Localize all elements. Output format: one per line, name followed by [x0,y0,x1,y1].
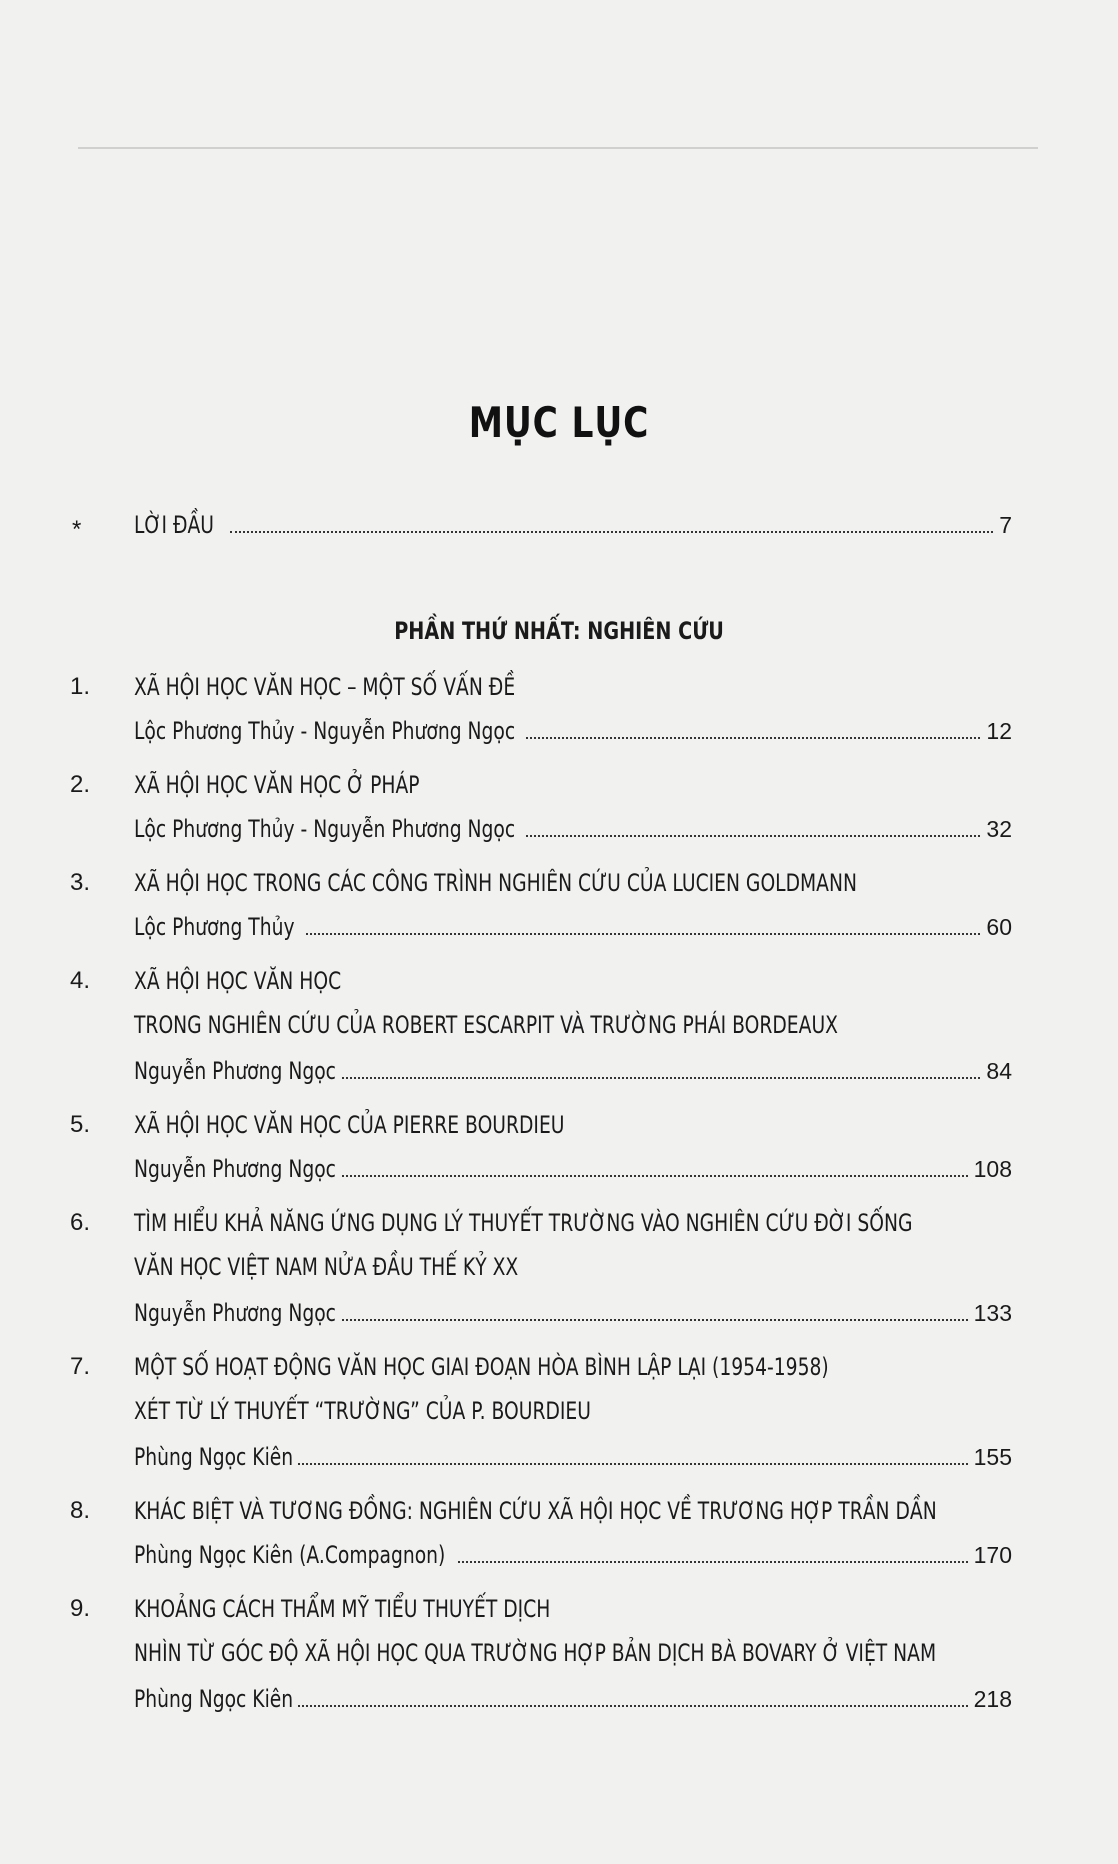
toc-entry-author-row [134,910,1012,944]
entry-title-continued: TRONG NGHIÊN CỨU CỦA ROBERT ESCARPIT VÀ TRƯỜNG PHÁI BORDEAUX [134,1011,838,1039]
dot-leader [230,531,993,533]
entry-number: 3. [70,869,91,896]
entry-page-number: 84 [986,1058,1012,1084]
toc-entry-author-row [134,1054,1012,1088]
entry-number: 9. [70,1595,91,1622]
entry-title: KHÁC BIỆT VÀ TƯƠNG ĐỒNG: NGHIÊN CỨU XÃ HỘI HỌC VỀ TRƯƠNG HỢP TRẦN DẦN [134,1497,937,1525]
dot-leader [458,1561,968,1563]
entry-author: Lộc Phương Thủy - Nguyễn Phương Ngọc [134,717,516,745]
toc-entry-author-row [134,1682,1012,1716]
dot-leader [526,835,980,837]
toc-entry-author-row [134,1538,1012,1572]
entry-page-number: 108 [973,1156,1012,1182]
toc-entry-author-row [134,1152,1012,1186]
entry-number: 1. [70,673,91,700]
dot-leader [526,737,980,739]
entry-title: XÃ HỘI HỌC VĂN HỌC [134,967,342,995]
entry-author: Phùng Ngọc Kiên [134,1685,294,1713]
entry-title: XÃ HỘI HỌC TRONG CÁC CÔNG TRÌNH NGHIÊN CỨU CỦA LUCIEN GOLDMANN [134,869,857,897]
entry-page-number: 155 [973,1444,1012,1470]
entry-author: Nguyễn Phương Ngọc [134,1299,336,1327]
entry-number: 6. [70,1209,91,1236]
entry-author: Phùng Ngọc Kiên [134,1443,294,1471]
entry-page-number: 170 [973,1542,1012,1568]
dot-leader [306,933,980,935]
toc-entry-author-row [134,1296,1012,1330]
entry-title: MỘT SỐ HOẠT ĐỘNG VĂN HỌC GIAI ĐOẠN HÒA BÌNH LẬP LẠI (1954-1958) [134,1353,829,1381]
entry-page-number: 60 [986,914,1012,940]
entry-title: XÃ HỘI HỌC VĂN HỌC CỦA PIERRE BOURDIEU [134,1111,565,1139]
entry-author: Lộc Phương Thủy [134,913,295,941]
entry-author: Phùng Ngọc Kiên (A.Compagnon) [134,1541,446,1569]
entry-number: 4. [70,967,91,994]
entry-page-number: 32 [986,816,1012,842]
intro-label: LỜI ĐẦU [134,511,215,539]
entry-author: Nguyễn Phương Ngọc [134,1155,336,1183]
dot-leader [342,1175,968,1177]
entry-page-number: 133 [973,1300,1012,1326]
entry-page-number: 218 [973,1686,1012,1712]
entry-page-number: 12 [986,718,1012,744]
dot-leader [298,1463,968,1465]
intro-marker: * [72,516,82,543]
entry-title: TÌM HIỂU KHẢ NĂNG ỨNG DỤNG LÝ THUYẾT TRƯỜNG VÀO NGHIÊN CỨU ĐỜI SỐNG [134,1209,913,1237]
dot-leader [342,1319,968,1321]
section-heading: PHẦN THỨ NHẤT: NGHIÊN CỨU [394,617,724,645]
entry-number: 5. [70,1111,91,1138]
entry-title-continued: NHÌN TỪ GÓC ĐỘ XÃ HỘI HỌC QUA TRƯỜNG HỢP BẢN DỊCH BÀ BOVARY Ở VIỆT NAM [134,1639,937,1667]
intro-page-number: 7 [999,512,1012,538]
entry-number: 8. [70,1497,91,1524]
toc-entry-author-row [134,1440,1012,1474]
entry-author: Lộc Phương Thủy - Nguyễn Phương Ngọc [134,815,516,843]
toc-entry-author-row [134,812,1012,846]
entry-title: XÃ HỘI HỌC VĂN HỌC – MỘT SỐ VẤN ĐỀ [134,673,516,701]
dot-leader [298,1705,968,1707]
entry-number: 2. [70,771,91,798]
dot-leader [342,1077,980,1079]
toc-entry-author-row [134,714,1012,748]
entry-author: Nguyễn Phương Ngọc [134,1057,336,1085]
page-title: MỤC LỤC [468,398,650,447]
show-through-rule [78,147,1038,149]
entry-title-continued: VĂN HỌC VIỆT NAM NỬA ĐẦU THẾ KỶ XX [134,1253,519,1281]
toc-entry-intro [134,508,1012,542]
entry-title: XÃ HỘI HỌC VĂN HỌC Ở PHÁP [134,771,420,799]
entry-number: 7. [70,1353,91,1380]
entry-title-continued: XÉT TỪ LÝ THUYẾT “TRƯỜNG” CỦA P. BOURDIEU [134,1397,591,1425]
entry-title: KHOẢNG CÁCH THẨM MỸ TIỂU THUYẾT DỊCH [134,1595,551,1623]
